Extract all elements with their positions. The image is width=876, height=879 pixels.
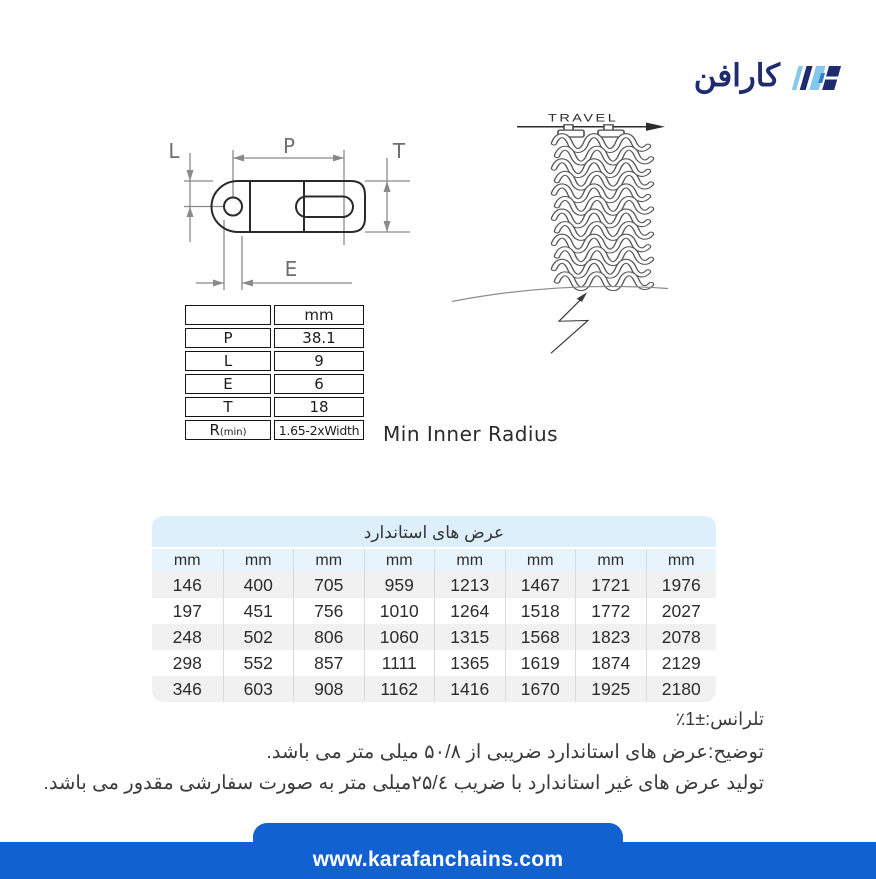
spec-label-cell: L <box>185 351 271 371</box>
widths-table-body <box>152 572 716 702</box>
spec-table <box>182 302 367 443</box>
dim-label-e: E <box>284 257 298 281</box>
website-url: www.karafanchains.com <box>312 848 564 871</box>
spec-label-cell: P <box>185 328 271 348</box>
widths-row <box>152 624 716 650</box>
spec-label-cell: T <box>185 397 271 417</box>
custom-width-note: تولید عرض های غیر استاندارد با ضریب ۲۵/٤میلی متر به صورت سفارشی مقدور می باشد. <box>43 772 764 794</box>
width-value-cell: 908 <box>293 676 364 702</box>
dim-label-p: P <box>282 134 296 158</box>
width-value-cell: 197 <box>172 600 202 621</box>
spec-value-cell: 38.1 <box>274 328 364 348</box>
width-value-cell: 1010 <box>364 598 435 624</box>
tolerance-note: تلرانس:±1٪ <box>675 709 764 729</box>
width-value-cell: 1976 <box>646 572 717 598</box>
width-value-cell: 451 <box>223 598 294 624</box>
spec-empty-cell <box>185 305 271 325</box>
notes-block <box>43 709 764 795</box>
leader-zigzag <box>551 295 588 353</box>
brand-logo-icon <box>790 61 846 95</box>
width-value-cell: 1111 <box>364 650 435 676</box>
widths-row <box>152 650 716 676</box>
widths-column-header: mm <box>505 549 576 572</box>
width-value-cell: 400 <box>223 572 294 598</box>
width-value-cell: 756 <box>293 598 364 624</box>
width-value-cell: 1315 <box>434 624 505 650</box>
width-value-cell: 603 <box>223 676 294 702</box>
widths-column-header: mm <box>364 549 435 572</box>
widths-column-header: mm <box>646 549 717 572</box>
spec-label-cell: E <box>185 374 271 394</box>
width-value-cell: 2129 <box>646 650 717 676</box>
width-value-cell: 248 <box>172 626 202 647</box>
standard-width-note: توضیح:عرض های استاندارد ضریبی از ۵۰/۸ میلی متر می باشد. <box>266 741 764 763</box>
travel-arrowhead <box>646 123 665 131</box>
travel-label: TRAVEL <box>548 111 619 125</box>
spec-value-cell: 1.65-2xWidth <box>274 420 364 440</box>
width-value-cell: 1874 <box>575 650 646 676</box>
width-value-cell: 1568 <box>505 624 576 650</box>
dim-label-t: T <box>392 139 406 163</box>
widths-column-header: mm <box>434 549 505 572</box>
dimension-labels <box>168 134 405 281</box>
width-value-cell: 1365 <box>434 650 505 676</box>
width-value-cell: 806 <box>293 624 364 650</box>
widths-row <box>152 676 716 702</box>
widths-column-header: mm <box>173 551 201 569</box>
brand-logo <box>694 60 846 95</box>
width-value-cell: 146 <box>172 574 202 595</box>
chain-link-outline <box>212 181 365 232</box>
spec-unit-header: mm <box>274 305 364 325</box>
spec-row <box>185 420 364 440</box>
widths-column-header: mm <box>223 549 294 572</box>
spec-value-cell: 18 <box>274 397 364 417</box>
widths-header-row <box>152 549 716 572</box>
width-value-cell: 1213 <box>434 572 505 598</box>
spec-row <box>185 351 364 371</box>
spec-row <box>185 374 364 394</box>
width-value-cell: 2078 <box>646 624 717 650</box>
width-value-cell: 1670 <box>505 676 576 702</box>
width-value-cell: 298 <box>172 652 202 673</box>
width-value-cell: 2180 <box>646 676 717 702</box>
width-value-cell: 1416 <box>434 676 505 702</box>
widths-row <box>152 598 716 624</box>
spec-header-row <box>185 305 364 325</box>
footer-tab <box>253 823 623 879</box>
width-value-cell: 1060 <box>364 624 435 650</box>
widths-column-header: mm <box>575 549 646 572</box>
belt-drawing <box>450 105 710 440</box>
width-value-cell: 1772 <box>575 598 646 624</box>
spec-value-cell: 9 <box>274 351 364 371</box>
width-value-cell: 1467 <box>505 572 576 598</box>
spec-value-cell: 6 <box>274 374 364 394</box>
width-value-cell: 346 <box>172 678 202 699</box>
width-value-cell: 1518 <box>505 598 576 624</box>
width-value-cell: 1823 <box>575 624 646 650</box>
widths-column-header: mm <box>293 549 364 572</box>
width-value-cell: 705 <box>293 572 364 598</box>
width-value-cell: 1721 <box>575 572 646 598</box>
standard-widths-table <box>152 516 716 702</box>
width-value-cell: 1264 <box>434 598 505 624</box>
widths-row <box>152 572 716 598</box>
leader-arrowhead <box>577 292 587 302</box>
min-radius-arc <box>452 286 668 301</box>
width-value-cell: 2027 <box>646 598 717 624</box>
chain-link-drawing <box>140 118 440 313</box>
width-value-cell: 1619 <box>505 650 576 676</box>
pin-hole <box>224 198 242 216</box>
spec-row <box>185 328 364 348</box>
width-value-cell: 502 <box>223 624 294 650</box>
spec-table-body <box>185 305 364 440</box>
spec-row <box>185 397 364 417</box>
min-inner-radius-label: Min Inner Radius <box>383 422 559 446</box>
width-value-cell: 1162 <box>364 676 435 702</box>
brand-name: کارافن <box>693 58 780 93</box>
dim-label-l: L <box>168 139 180 163</box>
width-value-cell: 552 <box>223 650 294 676</box>
spec-label-cell: R(min) <box>185 420 271 440</box>
width-value-cell: 857 <box>293 650 364 676</box>
widths-table-title: عرض های استاندارد <box>152 516 716 549</box>
width-value-cell: 1925 <box>575 676 646 702</box>
width-value-cell: 959 <box>364 572 435 598</box>
chain-mesh <box>554 136 651 289</box>
